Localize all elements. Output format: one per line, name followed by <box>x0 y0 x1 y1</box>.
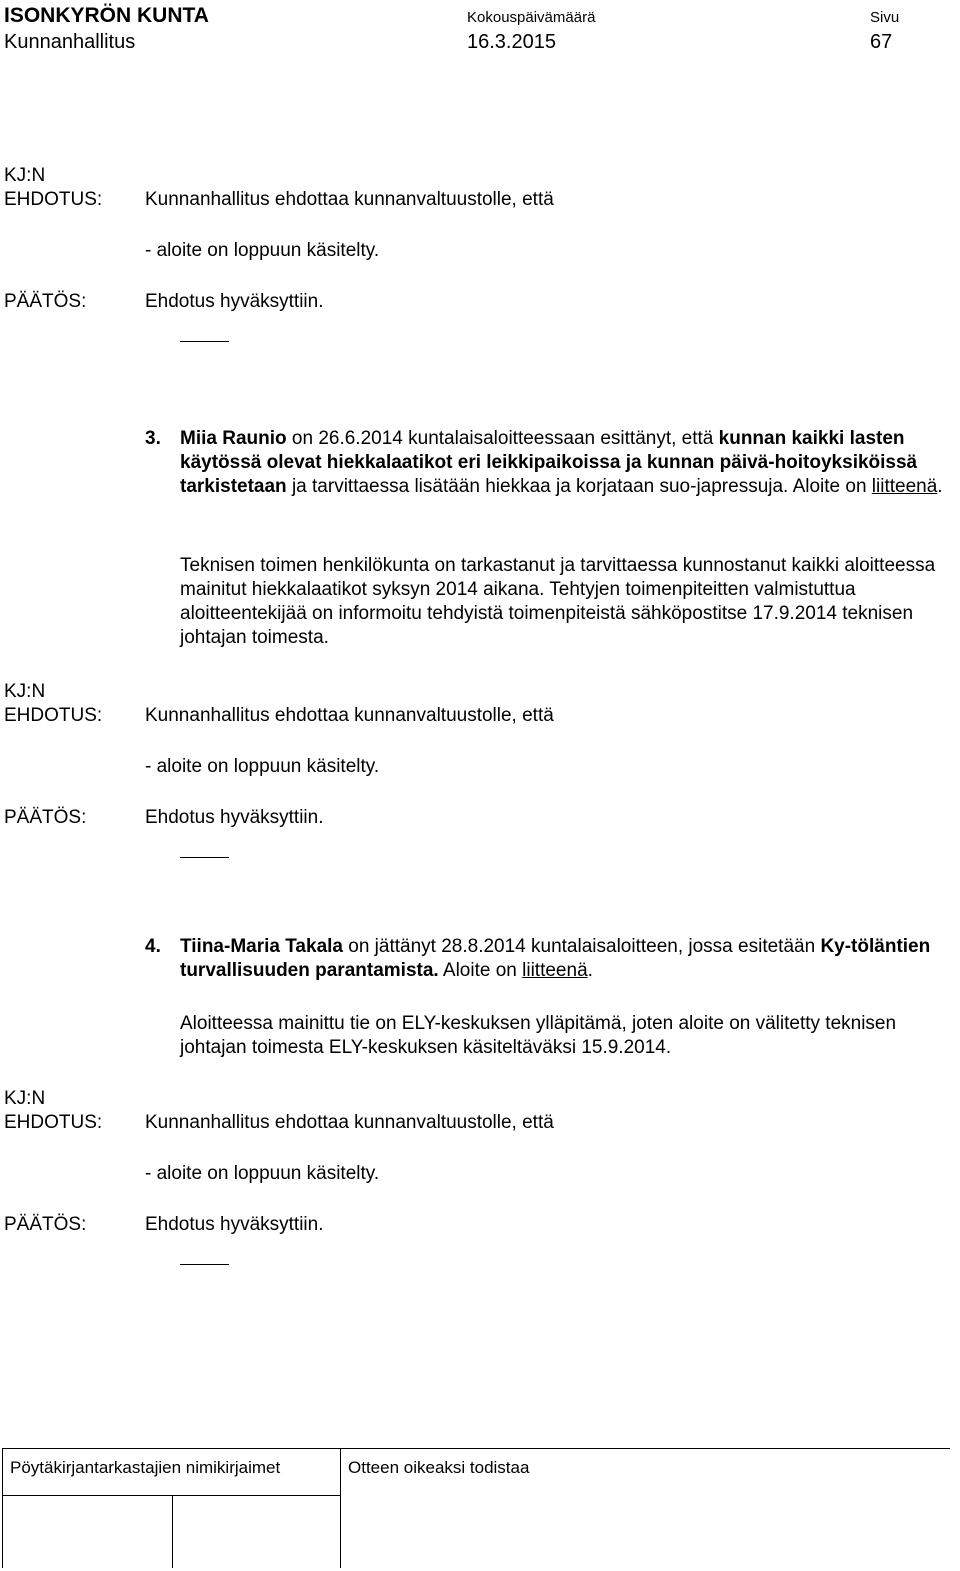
organization-name: ISONKYRÖN KUNTA <box>4 4 209 27</box>
kjn-label: KJ:N <box>4 1088 46 1109</box>
initiative-text-a: on 26.6.2014 kuntalaisaloitteessaan esittänyt, että <box>286 428 719 449</box>
kjn-label: KJ:N <box>4 165 46 186</box>
ehdotus-label: EHDOTUS: <box>4 1112 103 1133</box>
item-number: 3. <box>145 428 161 449</box>
section-divider <box>180 1264 229 1265</box>
paatos-text: Ehdotus hyväksyttiin. <box>145 1214 324 1235</box>
initiative-bold-text: Ky-töläntien turvallisuuden parantamista. <box>180 936 931 981</box>
item-3-initiative-text <box>180 427 958 499</box>
table-row-divider <box>2 1495 340 1496</box>
initiative-bold-text: kunnan kaikki lasten käytössä olevat hiekkalaatikot eri leikkipaikoissa ja kunnan päivä-hoitoyksiköissä tarkistetaan <box>180 428 918 497</box>
table-top-border <box>2 1448 950 1449</box>
ehdotus-bullet: - aloite on loppuun käsitelty. <box>145 1163 380 1184</box>
ehdotus-label: EHDOTUS: <box>4 705 103 726</box>
paatos-label: PÄÄTÖS: <box>4 1214 87 1235</box>
kjn-label: KJ:N <box>4 681 46 702</box>
section-divider <box>180 857 229 858</box>
initiative-text-b: ja tarvittaessa lisätään hiekkaa ja korjataan suo-japressuja. Aloite on <box>286 476 872 497</box>
paatos-label: PÄÄTÖS: <box>4 807 87 828</box>
item-3-response-text: Teknisen toimen henkilökunta on tarkastanut ja tarvittaessa kunnostanut kaikki aloitteessa mainitut hiekkalaatikot syksyn 2014 aikana. Tehtyjen toimenpiteitten valmistuttua aloitteentekijää on informoitu tehdyistä toimenpiteistä sähköpostitse 17.9.2014 teknisen johtajan toimesta. <box>180 555 936 648</box>
ehdotus-text: Kunnanhallitus ehdottaa kunnanvaltuustolle, että <box>145 189 554 210</box>
attachment-link[interactable]: liitteenä <box>522 960 588 981</box>
date-label: Kokouspäivämäärä <box>467 9 596 26</box>
initiative-text-b: Aloite on <box>438 960 523 981</box>
table-left-border <box>2 1448 3 1568</box>
attachment-link[interactable]: liitteenä <box>871 476 938 497</box>
ehdotus-label: EHDOTUS: <box>4 189 103 210</box>
initiator-name: Tiina-Maria Takala <box>180 936 343 957</box>
initiator-name: Miia Raunio <box>180 428 287 449</box>
table-column-divider <box>340 1448 341 1568</box>
item-4-response-text: Aloitteessa mainittu tie on ELY-keskuksen ylläpitämä, joten aloite on välitetty teknisen johtajan toimesta ELY-keskuksen käsiteltäväksi 15.9.2014. <box>180 1013 897 1058</box>
paatos-text: Ehdotus hyväksyttiin. <box>145 291 324 312</box>
table-cell-divider <box>172 1495 173 1568</box>
item-number: 4. <box>145 936 161 957</box>
page-number: 67 <box>870 31 893 53</box>
section-divider <box>180 341 229 342</box>
paatos-label: PÄÄTÖS: <box>4 291 87 312</box>
initiative-text-c: . <box>937 476 943 497</box>
meeting-date: 16.3.2015 <box>467 31 556 53</box>
signers-label: Pöytäkirjantarkastajien nimikirjaimet <box>10 1458 281 1477</box>
ehdotus-text: Kunnanhallitus ehdottaa kunnanvaltuustolle, että <box>145 705 554 726</box>
paatos-text: Ehdotus hyväksyttiin. <box>145 807 324 828</box>
page-label: Sivu <box>870 9 900 26</box>
body-name: Kunnanhallitus <box>4 31 136 53</box>
ehdotus-bullet: - aloite on loppuun käsitelty. <box>145 240 380 261</box>
initiative-text-c: . <box>587 960 593 981</box>
certified-label: Otteen oikeaksi todistaa <box>348 1458 530 1477</box>
ehdotus-bullet: - aloite on loppuun käsitelty. <box>145 756 380 777</box>
ehdotus-text: Kunnanhallitus ehdottaa kunnanvaltuustolle, että <box>145 1112 554 1133</box>
initiative-text-a: on jättänyt 28.8.2014 kuntalaisaloitteen, jossa esitetään <box>342 936 821 957</box>
item-4-initiative-text <box>180 935 958 983</box>
